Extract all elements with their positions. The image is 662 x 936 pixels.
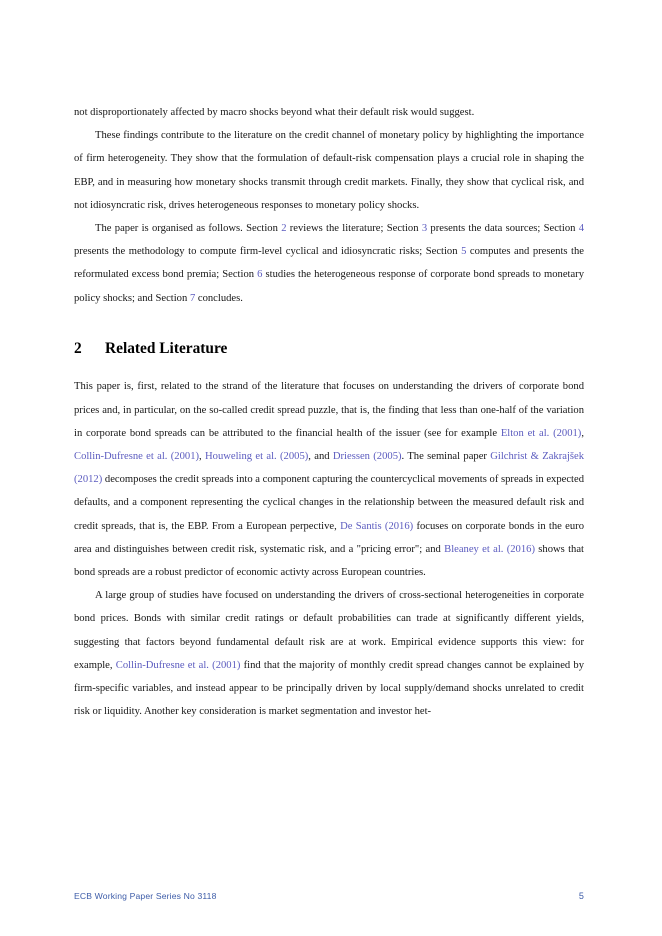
footer-series-label: ECB Working Paper Series No 3118 <box>74 891 217 901</box>
paragraph-continuation: not disproportionately affected by macro shocks beyond what their default risk would suggest. <box>74 107 475 118</box>
section-heading-title: Related Literature <box>105 339 228 357</box>
section-heading-block <box>74 310 584 375</box>
citation-link[interactable]: Collin-Dufresne et al. (2001) <box>74 450 200 462</box>
paragraph-paper-structure: The paper is organised as follows. Section 2 reviews the literature; Section 3 presents the data sources; Section 4 presents the methodology to compute firm-level cyclical and idiosyncratic risks; Section 5 computes and presents the reformulated excess bond premia; Section 6 studies the heterogeneous response of corporate bond spreads to monetary policy shocks; and Section 7 concludes. <box>74 223 585 304</box>
page-content <box>74 101 584 723</box>
citation-link[interactable]: Gilchrist & Zakrajšek (2012) <box>74 450 585 486</box>
citation-link[interactable]: De Santis (2016) <box>340 520 414 532</box>
paragraph-cross-sectional: A large group of studies have focused on understanding the drivers of cross-sectional heterogeneities in corporate bond prices. Bonds with similar credit ratings or default probabilities can trade at significantly different yields, suggesting that factors beyond fundamental default risk are at work. Empirical evidence supports this view: for example, Collin-Dufresne et al. (2001) find that the majority of monthly credit spread changes cannot be explained by firm-specific variables, and instead appear to be principally driven by local supply/demand shocks unrelated to credit risk or liquidity. Another key consideration is market segmentation and investor het- <box>74 590 584 718</box>
citation-link[interactable]: Elton et al. (2001) <box>500 427 582 439</box>
paragraph-credit-spread-puzzle: This paper is, first, related to the strand of the literature that focuses on understanding the drivers of corporate bond prices and, in particular, on the so-called credit spread puzzle, that is, the finding that less than one-half of the variation in corporate bond spreads can be attributed to the financial health of the issuer (see for example Elton et al. (2001), Collin-Dufresne et al. (2001), Houweling et al. (2005), and Driessen (2005). The seminal paper Gilchrist & Zakrajšek (2012) decomposes the credit spreads into a component capturing the countercyclical movements of spreads in expected defaults, and a component representing the cyclical changes in the relationship between the measured default risk and credit spreads, that is, the EBP. From a European perpective, De Santis (2016) focuses on corporate bonds in the euro area and distinguishes between credit risk, systematic risk, and a "pricing error"; and Bleaney et al. (2016) shows that bond spreads are a robust predictor of economic activty across European countries. <box>74 381 585 578</box>
citation-link[interactable]: 5 <box>461 246 467 258</box>
section-heading-number: 2 <box>74 339 82 357</box>
citation-link[interactable]: Houweling et al. (2005) <box>205 450 309 462</box>
footer-page-number: 5 <box>578 891 584 901</box>
citation-link[interactable]: 4 <box>578 223 585 235</box>
citation-link[interactable]: Bleaney et al. (2016) <box>444 543 535 555</box>
citation-link[interactable]: 2 <box>281 223 287 235</box>
citation-link[interactable]: Collin-Dufresne et al. (2001) <box>115 659 241 671</box>
citation-link[interactable]: 3 <box>421 223 428 235</box>
paragraph-findings: These findings contribute to the literature on the credit channel of monetary policy by highlighting the importance of firm heterogeneity. They show that the formulation of default-risk compensation plays a crucial role in shaping the EBP, and in measuring how monetary shocks transmit through credit markets. Finally, they show that cyclical risk, and not idiosyncratic risk, drives heterogeneous responses to monetary policy shocks. <box>74 130 584 211</box>
citation-link[interactable]: Driessen (2005) <box>332 450 402 462</box>
citation-link[interactable]: 7 <box>189 292 196 304</box>
section-heading <box>74 340 584 358</box>
citation-link[interactable]: 6 <box>257 269 263 281</box>
page-footer <box>74 891 584 901</box>
